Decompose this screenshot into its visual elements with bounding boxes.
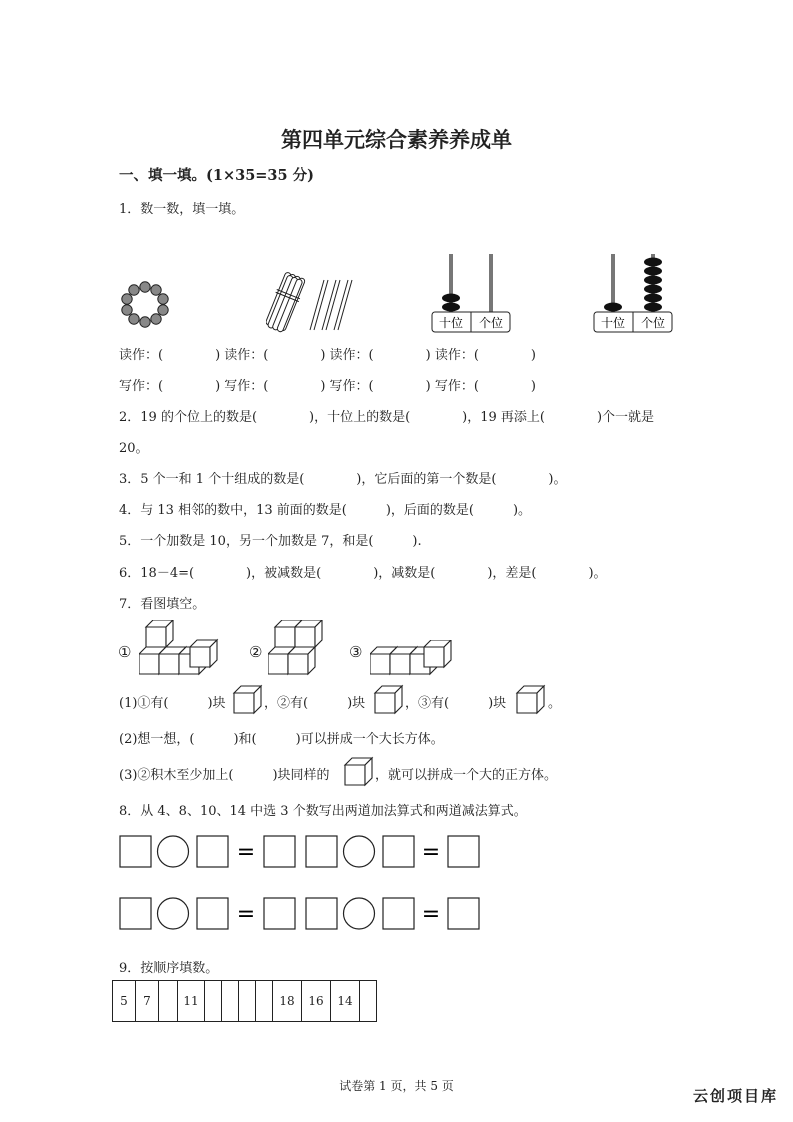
question-7-sub3-part1: (3)②积木至少加上( )块同样的 [119, 768, 330, 783]
page-title: 第四单元综合素养养成单 [281, 127, 512, 152]
question-8-prompt: 8．从 4、8、10、14 中选 3 个数写出两道加法算式和两道减法算式。 [119, 804, 527, 819]
answer-box[interactable] [197, 836, 228, 867]
answer-box[interactable] [197, 898, 228, 929]
question-7-sub1-part3: ，③有( )块 [405, 696, 507, 711]
cube-icon [515, 684, 547, 716]
sequence-cell: 11 [178, 981, 205, 1022]
read-answer-row: 读作：( ) 读作：( ) 读作：( ) 读作：( ) [119, 348, 536, 363]
sequence-cell: 7 [136, 981, 159, 1022]
write-answer-row: 写作：( ) 写作：( ) 写作：( ) 写作：( ) [119, 379, 536, 394]
bead-ring-figure [118, 280, 172, 330]
sequence-cell: 18 [273, 981, 302, 1022]
answer-box[interactable] [306, 898, 337, 929]
sequence-cell-blank[interactable] [256, 981, 273, 1022]
cube-icon [343, 756, 375, 788]
cube-icon [232, 684, 264, 716]
answer-box[interactable] [448, 836, 479, 867]
question-4: 4．与 13 相邻的数中，13 前面的数是( )，后面的数是( )。 [119, 503, 532, 518]
question-1-prompt: 1．数一数，填一填。 [119, 202, 245, 217]
sequence-cell-blank[interactable] [239, 981, 256, 1022]
abacus-tens-label: 十位 [600, 316, 626, 330]
figure-label-3: ③ [349, 643, 363, 661]
equals-sign: = [236, 840, 256, 865]
question-6: 6．18－4=( )，被减数是( )，减数是( )，差是( )。 [119, 566, 607, 581]
answer-box[interactable] [120, 898, 151, 929]
sequence-cell-blank[interactable] [360, 981, 377, 1022]
question-3: 3．5 个一和 1 个十组成的数是( )，它后面的第一个数是( )。 [119, 472, 567, 487]
cube-icon [373, 684, 405, 716]
stick-bundle-figure [266, 270, 358, 334]
answer-box[interactable] [383, 898, 414, 929]
abacus-ones-label: 个位 [640, 316, 666, 330]
operator-circle[interactable] [344, 836, 375, 867]
sequence-cell-blank[interactable] [222, 981, 239, 1022]
number-sequence-table [112, 980, 377, 1022]
cube-row-figure-3 [370, 640, 452, 676]
question-7-sub1-end: 。 [548, 696, 562, 711]
answer-box[interactable] [264, 898, 295, 929]
question-7-sub1-part1: (1)①有( )块 [119, 696, 226, 711]
question-7-sub1-part2: ，②有( )块 [264, 696, 366, 711]
abacus-tens-label: 十位 [438, 316, 464, 330]
question-5: 5．一个加数是 10，另一个加数是 7，和是( ). [119, 534, 422, 549]
equals-sign: = [421, 840, 441, 865]
sequence-cell: 5 [113, 981, 136, 1022]
equals-sign: = [421, 902, 441, 927]
sequence-cell-blank[interactable] [205, 981, 222, 1022]
answer-box[interactable] [448, 898, 479, 929]
cube-stack-figure-1 [139, 620, 219, 676]
answer-box[interactable] [264, 836, 295, 867]
answer-box[interactable] [383, 836, 414, 867]
equation-row-1 [118, 834, 484, 870]
sequence-cell: 14 [331, 981, 360, 1022]
abacus-figure-2 [593, 252, 675, 334]
question-7-sub3-part2: ，就可以拼成一个大的正方体。 [375, 768, 558, 783]
equals-sign: = [236, 902, 256, 927]
cube-stack-figure-2 [268, 620, 328, 676]
equation-row-2 [118, 896, 484, 932]
answer-box[interactable] [120, 836, 151, 867]
operator-circle[interactable] [158, 898, 189, 929]
operator-circle[interactable] [344, 898, 375, 929]
question-7-prompt: 7．看图填空。 [119, 597, 206, 612]
abacus-ones-label: 个位 [478, 316, 504, 330]
section-heading: 一、填一填。(1×35=35 分) [119, 167, 315, 184]
question-7-sub2: (2)想一想，( )和( )可以拼成一个大长方体。 [119, 732, 444, 747]
brand-watermark: 云创项目库 [693, 1087, 779, 1105]
question-2-line1: 2．19 的个位上的数是( )，十位上的数是( )，19 再添上( )个一就是 [119, 410, 655, 425]
answer-box[interactable] [306, 836, 337, 867]
sequence-cell: 16 [302, 981, 331, 1022]
operator-circle[interactable] [158, 836, 189, 867]
figure-label-2: ② [249, 643, 263, 661]
question-9-prompt: 9．按顺序填数。 [119, 961, 219, 976]
figure-label-1: ① [118, 643, 132, 661]
sequence-cell-blank[interactable] [159, 981, 178, 1022]
abacus-figure-1 [431, 252, 513, 334]
question-2-line2: 20。 [119, 441, 149, 456]
page-footer: 试卷第 1 页，共 5 页 [339, 1079, 454, 1093]
